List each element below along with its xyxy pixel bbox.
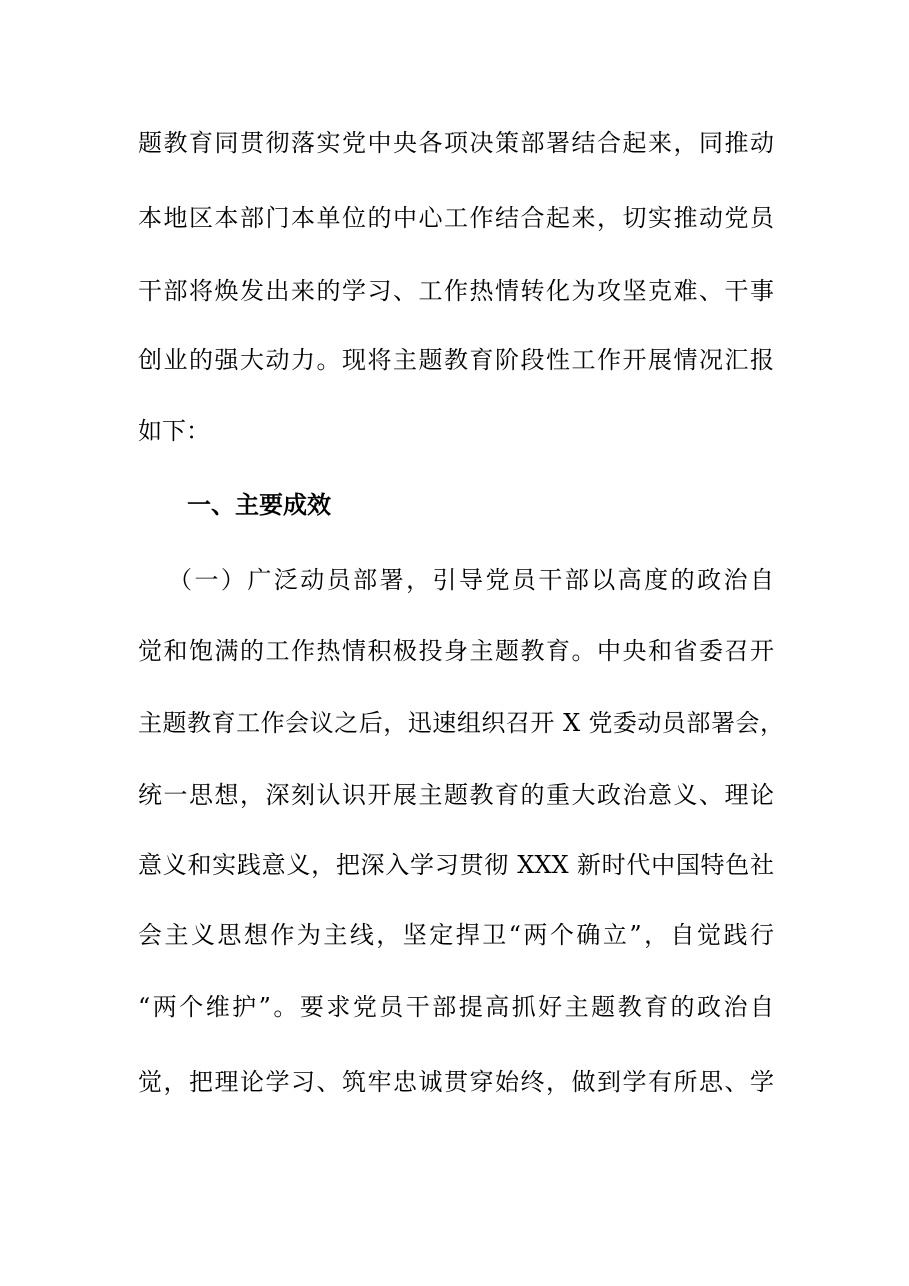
- paragraph-line: （一）广泛动员部署，引导党员干部以高度的政治自: [168, 566, 774, 594]
- paragraph-line: 意义和实践意义，把深入学习贯彻 XXX 新时代中国特色社: [138, 851, 774, 879]
- section-heading: 一、主要成效: [187, 491, 331, 519]
- paragraph-line: “两个维护”。要求党员干部提高抓好主题教育的政治自: [138, 993, 774, 1021]
- paragraph-line: 干部将焕发出来的学习、工作热情转化为攻坚克难、干事: [138, 277, 774, 305]
- paragraph-line: 会主义思想作为主线，坚定捍卫“两个确立”，自觉践行: [138, 921, 774, 949]
- paragraph-line: 统一思想，深刻认识开展主题教育的重大政治意义、理论: [138, 781, 774, 809]
- paragraph-line: 题教育同贯彻落实党中央各项决策部署结合起来，同推动: [138, 129, 774, 157]
- paragraph-line: 觉和饱满的工作热情积极投身主题教育。中央和省委召开: [138, 637, 774, 665]
- paragraph-line: 如下：: [138, 417, 210, 445]
- paragraph-line: 觉，把理论学习、筑牢忠诚贯穿始终，做到学有所思、学: [138, 1068, 774, 1096]
- paragraph-line: 本地区本部门本单位的中心工作结合起来，切实推动党员: [138, 204, 774, 232]
- paragraph-line: 主题教育工作会议之后，迅速组织召开 X 党委动员部署会，: [138, 709, 784, 737]
- paragraph-line: 创业的强大动力。现将主题教育阶段性工作开展情况汇报: [138, 346, 774, 374]
